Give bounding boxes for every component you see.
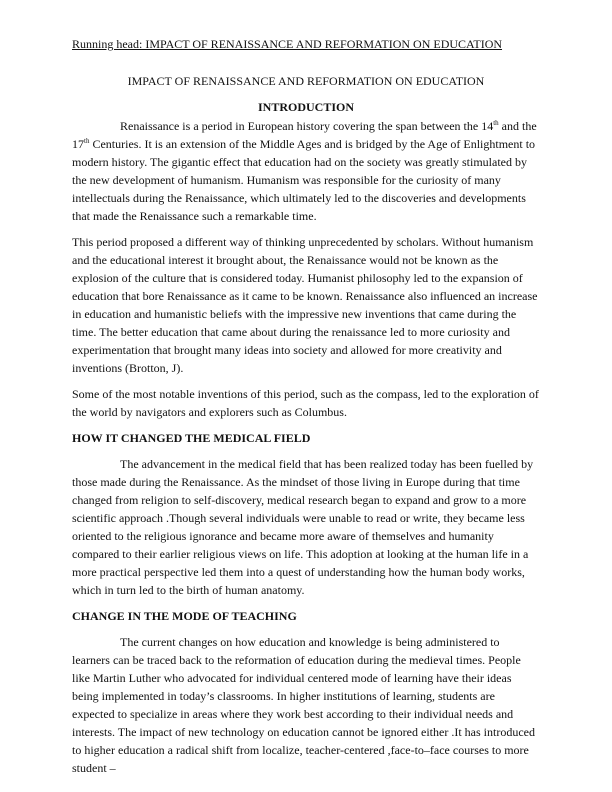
section-heading-medical-field: HOW IT CHANGED THE MEDICAL FIELD bbox=[72, 431, 311, 445]
paragraph-text: Renaissance is a period in European history covering the span between the 14 bbox=[120, 119, 494, 133]
paragraph-text: and the 17 bbox=[72, 119, 537, 151]
document-page bbox=[72, 36, 540, 777]
paragraph-intro-2: This period proposed a different way of thinking unprecedented by scholars. Without humanism and the educational interest it brought about, the Renaissance would not be known as the explosion of the culture that is considered today. Humanist philosophy led to the expansion of education that bore Renaissance as it came to be known. Renaissance also influenced an increase in education and humanistic beliefs with the impressive new inventions that came during the time. The better education that came about during the renaissance led to more curiosity and experimentation that brought many ideas into society and allowed for more creativity and inventions (Brotton, J). bbox=[72, 235, 538, 375]
paragraph-medical-1: The advancement in the medical field that has been realized today has been fuelled by those made during the Renaissance. As the mindset of those living in Europe during that time changed from religion to self-discovery, medical research began to expand and grow to a more scientific approach .Though several individuals were unable to read or write, they became less oriented to the religious ignorance and became more aware of themselves and humanity compared to their earlier religious views on life. This adoption at looking at the human life in a more practical perspective led them into a quest of understanding how the human body works, which in turn led to the birth of human anatomy. bbox=[72, 457, 534, 597]
section-heading-mode-of-teaching: CHANGE IN THE MODE OF TEACHING bbox=[72, 609, 297, 623]
superscript: th bbox=[493, 119, 499, 127]
paragraph-teaching-1: The current changes on how education and knowledge is being administered to learners can be traced back to the reformation of education during the medieval times. People like Martin Luther who advocated for individual centered mode of learning have their ideas being implemented in today’s classrooms. In higher institutions of learning, students are expected to specialize in areas where they work best according to their individual needs and interests. The impact of new technology on education cannot be ignored either .It has introduced to higher education a radical shift from localize, teacher-centered ,face-to–face courses to more student – bbox=[72, 635, 535, 775]
superscript: th bbox=[84, 137, 90, 145]
paragraph-intro-3: Some of the most notable inventions of this period, such as the compass, led to the exploration of the world by navigators and explorers such as Columbus. bbox=[72, 387, 539, 419]
paragraph-intro-1 bbox=[72, 117, 540, 225]
section-heading-introduction: INTRODUCTION bbox=[257, 100, 354, 114]
running-head: Running head: IMPACT OF RENAISSANCE AND REFORMATION ON EDUCATION bbox=[72, 37, 503, 51]
document-title: IMPACT OF RENAISSANCE AND REFORMATION ON EDUCATION bbox=[127, 74, 485, 88]
paragraph-text: Centuries. It is an extension of the Middle Ages and is bridged by the Age of Enlightment to modern history. The gigantic effect that education had on the society was greatly stimulated by the new development of humanism. Humanism was responsible for the curiosity of many intellectuals during the Renaissance, which ultimately led to the discoveries and developments that made the Renaissance such a remarkable time. bbox=[72, 137, 536, 223]
